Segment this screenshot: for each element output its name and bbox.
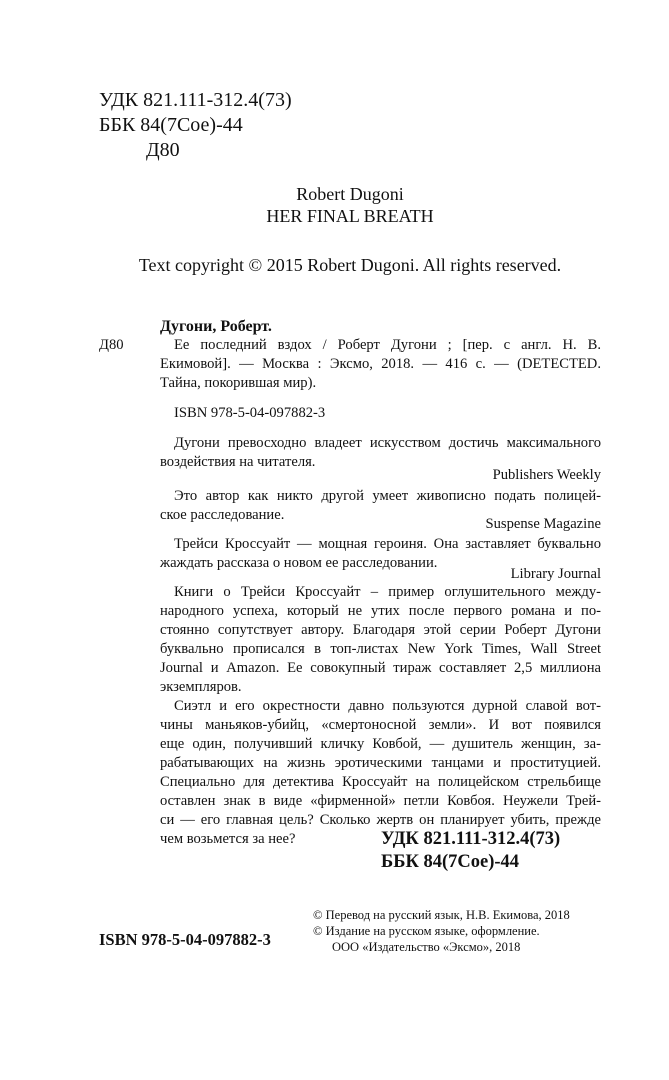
blurb-2-source: Suspense Magazine bbox=[485, 516, 601, 532]
annotation-line: си — его главная цель? Сколько жертв он планирует убить, прежде bbox=[160, 812, 601, 828]
blurb-line: воздействия на читателя. bbox=[160, 454, 316, 470]
record-line: Ее последний вздох / Роберт Дугони ; [пер. с англ. Н. В. bbox=[174, 337, 601, 353]
record-author-mark: Д80 bbox=[99, 337, 124, 353]
blurb-line: Трейси Кроссуайт — мощная героиня. Она заставляет буквально bbox=[174, 536, 601, 552]
original-author: Robert Dugoni bbox=[296, 184, 404, 204]
copyright-notice: Text copyright © 2015 Robert Dugoni. All rights reserved. bbox=[138, 255, 562, 275]
footer-copyright-3: ООО «Издательство «Эксмо», 2018 bbox=[332, 940, 521, 954]
blurb-line: Дугони превосходно владеет искусством достичь максимального bbox=[174, 435, 601, 451]
annotation-line: буквально прописался в топ-листах New York Times, Wall Street bbox=[160, 641, 601, 657]
annotation-line: Специально для детектива Кроссуайт на полицейском стрельбище bbox=[160, 774, 601, 790]
annotation-paragraph-2 bbox=[160, 697, 601, 849]
top-udk: УДК 821.111-312.4(73) bbox=[99, 89, 292, 111]
annotation-line: Книги о Трейси Кроссуайт – пример оглушительного между- bbox=[174, 584, 601, 600]
annotation-line: чем возьмется за нее? bbox=[160, 831, 296, 847]
annotation-line: стоянно сопутствует автору. Благодаря этой серии Роберт Дугони bbox=[160, 622, 601, 638]
original-title: HER FINAL BREATH bbox=[266, 206, 434, 226]
record-line: Екимовой]. — Москва : Эксмо, 2018. — 416 с. — (DETECTED. bbox=[160, 356, 601, 372]
bottom-udk: УДК 821.111-312.4(73) bbox=[381, 829, 561, 849]
annotation-line: народного успеха, который не утих после первого романа и по- bbox=[160, 603, 601, 619]
annotation-line: экземпляров. bbox=[160, 679, 242, 695]
record-isbn: ISBN 978-5-04-097882-3 bbox=[174, 405, 326, 421]
record-line: Тайна, покорившая мир). bbox=[160, 375, 317, 391]
blurb-1-source: Publishers Weekly bbox=[492, 467, 601, 483]
top-bbk: ББК 84(7Сое)-44 bbox=[99, 114, 243, 136]
annotation-line: оставлен знак в виде «фирменной» петли Ковбоя. Неужели Трей- bbox=[160, 793, 601, 809]
annotation-line: еще один, получивший кличку Ковбой, — душитель женщин, за- bbox=[160, 736, 601, 752]
blurb-line: ское расследование. bbox=[160, 507, 285, 523]
footer-copyright-1: © Перевод на русский язык, Н.В. Екимова, 2018 bbox=[313, 908, 570, 922]
annotation-line: Journal и Amazon. Ее совокупный тираж составляет 2,5 миллиона bbox=[160, 660, 601, 676]
bottom-bbk: ББК 84(7Сое)-44 bbox=[381, 852, 520, 872]
footer-copyright-2: © Издание на русском языке, оформление. bbox=[313, 924, 540, 938]
top-author-mark: Д80 bbox=[146, 139, 180, 161]
blurb-line: жаждать рассказа о новом ее расследовании. bbox=[160, 555, 438, 571]
blurb-3-source: Library Journal bbox=[510, 566, 601, 582]
record-heading: Дугони, Роберт. bbox=[160, 318, 272, 335]
footer-isbn: ISBN 978-5-04-097882-3 bbox=[99, 930, 271, 949]
annotation-line: Сиэтл и его окрестности давно пользуются дурной славой вот- bbox=[174, 698, 601, 714]
annotation-line: чины маньяков-убийц, «смертоносной земли». И вот появился bbox=[160, 717, 601, 733]
blurb-line: Это автор как никто другой умеет живописно подать полицей- bbox=[174, 488, 601, 504]
annotation-line: рабатывающих на жизнь эротическими танцами и проституцией. bbox=[160, 755, 601, 771]
record-description bbox=[160, 336, 601, 393]
annotation-paragraph-1 bbox=[160, 583, 601, 697]
